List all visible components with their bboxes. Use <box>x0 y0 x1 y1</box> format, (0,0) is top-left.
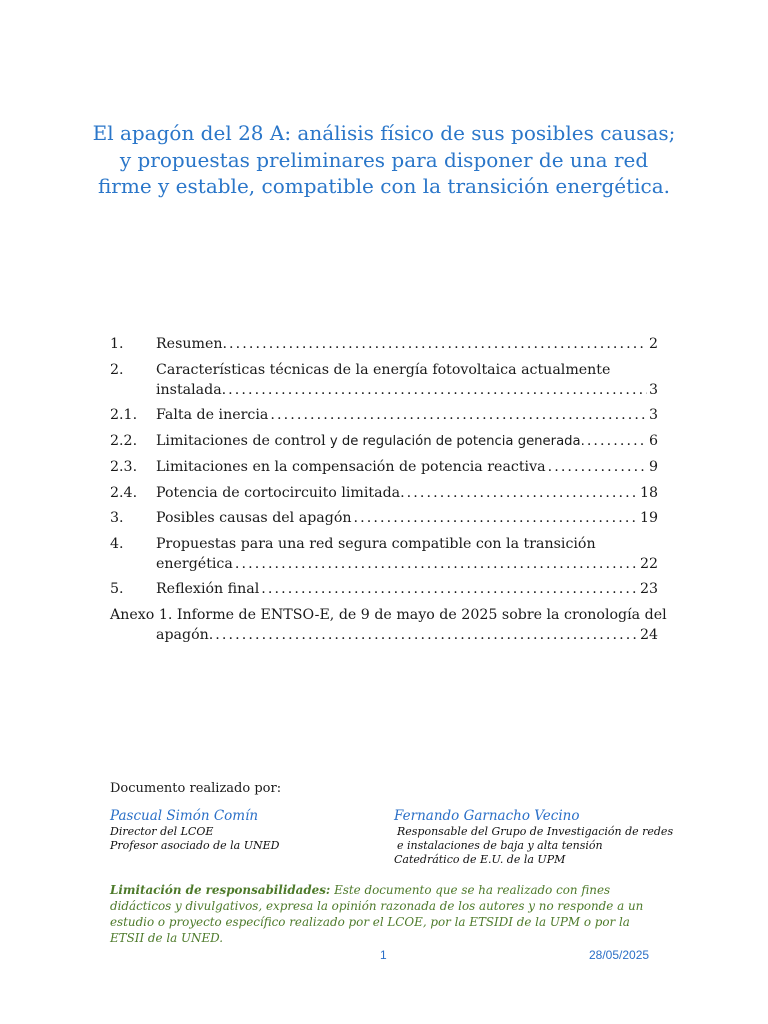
toc-number: 2.4. <box>110 484 138 501</box>
toc-leader <box>235 554 638 574</box>
title-line-1: El apagón del 28 A: análisis físico de sus posibles causas; <box>92 121 676 145</box>
toc-text-line-1: Anexo 1. Informe de ENTSO-E, de 9 de mayo de 2025 sobre la cronología del <box>110 606 667 623</box>
author-role: Profesor asociado de la UNED <box>110 839 280 852</box>
toc-text: instalada. <box>156 381 227 398</box>
toc-leader <box>587 431 647 451</box>
toc-entry-control[interactable] <box>110 431 658 452</box>
toc-number: 1. <box>110 336 124 352</box>
toc-text <box>156 431 585 452</box>
toc-leader <box>270 405 647 425</box>
toc-page: 18 <box>639 484 658 501</box>
toc-page: 3 <box>648 407 658 423</box>
disclaimer <box>110 882 660 946</box>
toc-text: Reflexión final <box>156 581 260 597</box>
toc-leader <box>261 579 638 599</box>
toc-entry-cortocircuito[interactable] <box>110 483 658 503</box>
footer-date: 28/05/2025 <box>589 948 650 962</box>
toc-page: 3 <box>648 381 658 398</box>
toc-entry-resumen[interactable] <box>110 334 658 354</box>
toc-text: apagón. <box>156 626 214 643</box>
toc-page: 24 <box>639 626 658 643</box>
table-of-contents <box>110 334 667 645</box>
toc-text-line-1: Características técnicas de la energía fotovoltaica actualmente <box>156 361 611 378</box>
toc-leader <box>229 334 647 354</box>
toc-leader <box>548 457 647 477</box>
toc-number: 2.3. <box>110 459 138 475</box>
toc-text-part-b: y de regulación de potencia generada. <box>325 433 585 449</box>
toc-page: 2 <box>648 336 658 352</box>
toc-text: energética <box>156 555 233 572</box>
author-role: e instalaciones de baja y alta tensión <box>397 839 603 852</box>
toc-text: Limitaciones en la compensación de potencia reactiva <box>156 459 546 475</box>
disclaimer-text: Este documento que se ha realizado con fines didácticos y divulgativos, expresa la opinión razonada de los autores y no responde a un estudio o proyecto específico realizado por el LCOE, por la ETSIDI de la UPM o por la ETSII de la UNED. <box>110 883 644 945</box>
toc-entry-reflexion[interactable] <box>110 579 658 599</box>
toc-entry-causas[interactable] <box>110 508 658 528</box>
toc-text: Resumen. <box>156 336 227 352</box>
toc-leader <box>215 625 638 645</box>
author-block-1 <box>110 807 279 853</box>
document-title <box>60 120 708 200</box>
toc-leader <box>354 508 638 528</box>
toc-page: 19 <box>639 510 658 526</box>
toc-text-part-a: Limitaciones de control <box>156 432 326 449</box>
toc-leader <box>407 483 638 503</box>
toc-number: 3. <box>110 510 124 526</box>
page-number: 1 <box>380 948 387 962</box>
author-block-2 <box>394 807 673 867</box>
toc-leader <box>228 380 647 400</box>
toc-page: 22 <box>639 555 658 572</box>
toc-number: 5. <box>110 581 124 597</box>
toc-number: 2. <box>110 361 124 378</box>
credits-lead: Documento realizado por: <box>110 781 282 796</box>
author-role: Director del LCOE <box>110 825 214 838</box>
title-line-3: firme y estable, compatible con la transición energética. <box>97 174 671 198</box>
author-name: Fernando Garnacho Vecino <box>394 808 580 824</box>
disclaimer-label: Limitación de responsabilidades: <box>110 883 331 897</box>
toc-page: 23 <box>639 581 658 597</box>
toc-text: Potencia de cortocircuito limitada. <box>156 484 405 501</box>
toc-entry-annex[interactable] <box>110 605 667 645</box>
toc-number: 2.1. <box>110 407 138 423</box>
toc-page: 9 <box>648 459 658 475</box>
toc-entry-reactiva[interactable] <box>110 457 658 477</box>
toc-text-line-1: Propuestas para una red segura compatible con la transición <box>156 535 596 552</box>
toc-number: 2.2. <box>110 432 138 449</box>
toc-text: Falta de inercia <box>156 407 269 423</box>
toc-entry-caracteristicas[interactable] <box>110 360 658 400</box>
toc-entry-inercia[interactable] <box>110 405 658 425</box>
toc-number: 4. <box>110 535 124 552</box>
author-role: Responsable del Grupo de Investigación de redes <box>397 825 674 838</box>
author-name: Pascual Simón Comín <box>110 808 259 824</box>
toc-entry-propuestas[interactable] <box>110 534 658 574</box>
toc-text: Posibles causas del apagón <box>156 510 352 526</box>
title-line-2: y propuestas preliminares para disponer de una red <box>119 147 649 172</box>
toc-page: 6 <box>648 432 658 449</box>
author-role: Catedrático de E.U. de la UPM <box>394 853 566 866</box>
